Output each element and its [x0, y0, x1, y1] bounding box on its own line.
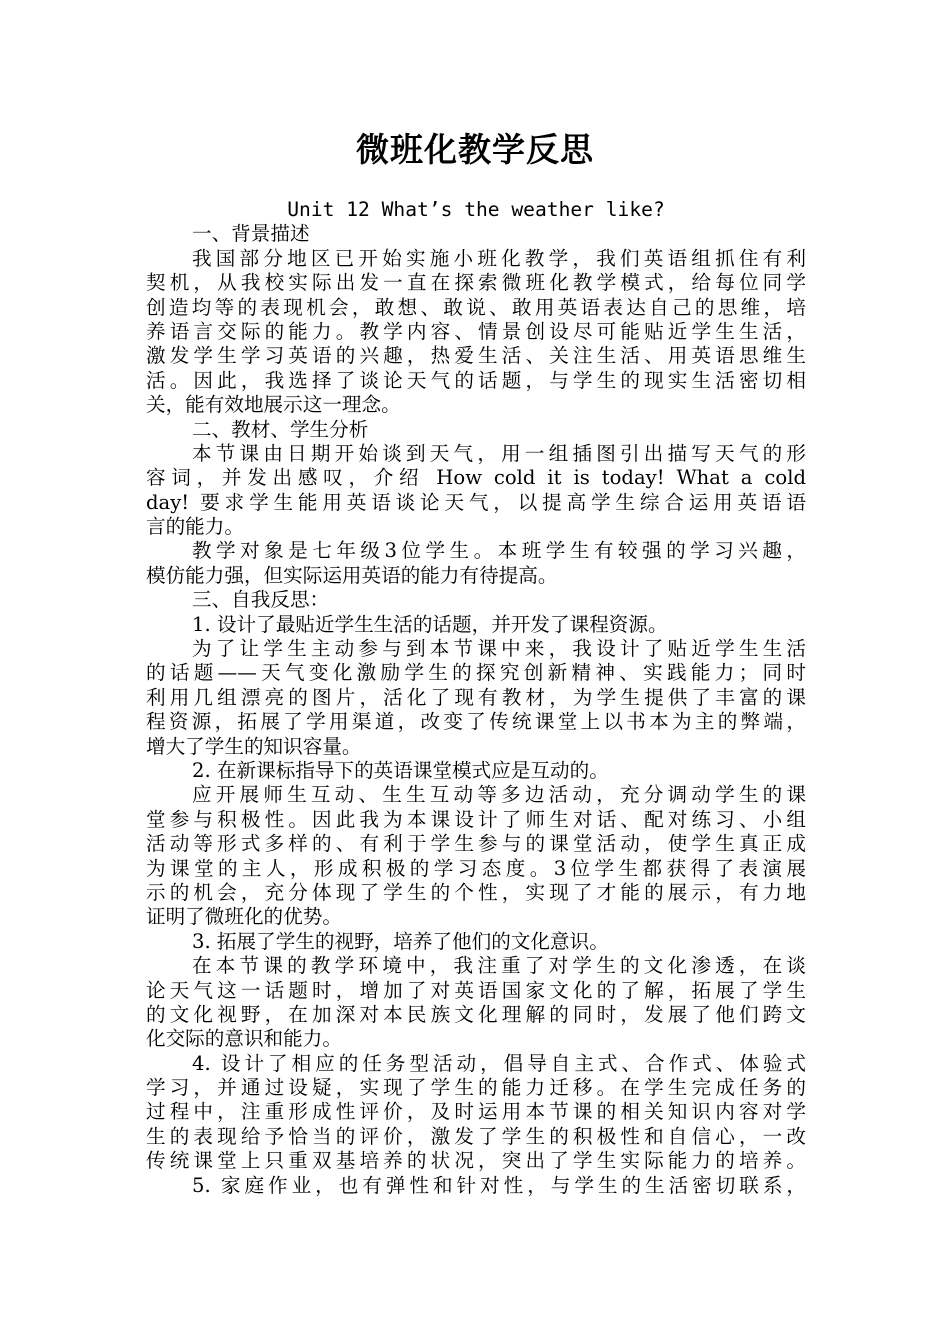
text-line: 活动等形式多样的、有利于学生参与的课堂活动，使学生真正成: [146, 832, 806, 856]
text-line: 三、自我反思：: [192, 588, 330, 612]
text-line: 传统课堂上只重双基培养的状况，突出了学生实际能力的培养。: [146, 1149, 806, 1173]
text-line: 堂参与积极性。因此我为本课设计了师生对话、配对练习、小组: [146, 807, 806, 831]
text-line: 关，能有效地展示这一理念。: [146, 393, 401, 417]
text-line: 5. 家庭作业，也有弹性和针对性，与学生的生活密切联系，: [192, 1173, 806, 1197]
text-line: 化交际的意识和能力。: [146, 1027, 342, 1051]
text-line: 应开展师生互动、生生互动等多边活动，充分调动学生的课: [192, 783, 806, 807]
text-line: 过程中，注重形成性评价，及时运用本节课的相关知识内容对学: [146, 1100, 806, 1124]
text-line: 二、教材、学生分析: [192, 417, 369, 441]
text-line: 论天气这一话题时，增加了对英语国家文化的了解，拓展了学生: [146, 978, 806, 1002]
text-line: day! 要求学生能用英语谈论天气，以提高学生综合运用英语语: [146, 490, 806, 514]
text-line: 激发学生学习英语的兴趣，热爱生活、关注生活、用英语思维生: [146, 344, 806, 368]
text-line: 教学对象是七年级3位学生。本班学生有较强的学习兴趣，: [192, 539, 806, 563]
text-line: 活。因此，我选择了谈论天气的话题，与学生的现实生活密切相: [146, 368, 806, 392]
text-line: 模仿能力强，但实际运用英语的能力有待提高。: [146, 563, 558, 587]
text-line: 程资源，拓展了学用渠道，改变了传统课堂上以书本为主的弊端，: [146, 710, 806, 734]
text-line: 1. 设计了最贴近学生生活的话题，并开发了课程资源。: [192, 612, 668, 636]
text-line: 4. 设计了相应的任务型活动，倡导自主式、合作式、体验式: [192, 1051, 806, 1075]
text-line: 示的机会，充分体现了学生的个性，实现了才能的展示，有力地: [146, 880, 806, 904]
document-body: [146, 198, 806, 1198]
text-line: 利用几组漂亮的图片，活化了现有教材，为学生提供了丰富的课: [146, 685, 806, 709]
text-line: 契机，从我校实际出发一直在探索微班化教学模式，给每位同学: [146, 271, 806, 295]
text-line: 创造均等的表现机会，敢想、敢说、敢用英语表达自己的思维，培: [146, 295, 806, 319]
text-line: 我国部分地区已开始实施小班化教学，我们英语组抓住有利: [192, 246, 806, 270]
text-line: 学习，并通过设疑，实现了学生的能力迁移。在学生完成任务的: [146, 1076, 806, 1100]
text-line: 3. 拓展了学生的视野，培养了他们的文化意识。: [192, 929, 609, 953]
document-title: 微班化教学反思: [356, 130, 594, 169]
text-line: 为了让学生主动参与到本节课中来，我设计了贴近学生生活: [192, 637, 806, 661]
text-line: 的话题——天气变化激励学生的探究创新精神、实践能力；同时: [146, 661, 806, 685]
text-line: 言的能力。: [146, 515, 244, 539]
text-line: 证明了微班化的优势。: [146, 905, 342, 929]
text-line: 2. 在新课标指导下的英语课堂模式应是互动的。: [192, 758, 609, 782]
text-line: 本节课由日期开始谈到天气，用一组插图引出描写天气的形: [192, 441, 806, 465]
text-line: 在本节课的教学环境中，我注重了对学生的文化渗透，在谈: [192, 954, 806, 978]
text-line: 为课堂的主人，形成积极的学习态度。3位学生都获得了表演展: [146, 856, 806, 880]
text-line: 养语言交际的能力。教学内容、情景创设尽可能贴近学生生活，: [146, 319, 806, 343]
text-line: 生的表现给予恰当的评价，激发了学生的积极性和自信心，一改: [146, 1124, 806, 1148]
text-line: 增大了学生的知识容量。: [146, 734, 362, 758]
text-line: 的文化视野，在加深对本民族文化理解的同时，发展了他们跨文: [146, 1002, 806, 1026]
text-line: 容词，并发出感叹，介绍 How cold it is today! What a cold: [146, 466, 806, 490]
unit-subtitle: Unit 12 What’s the weather like?: [287, 198, 665, 221]
text-line: 一、背景描述: [192, 222, 310, 246]
